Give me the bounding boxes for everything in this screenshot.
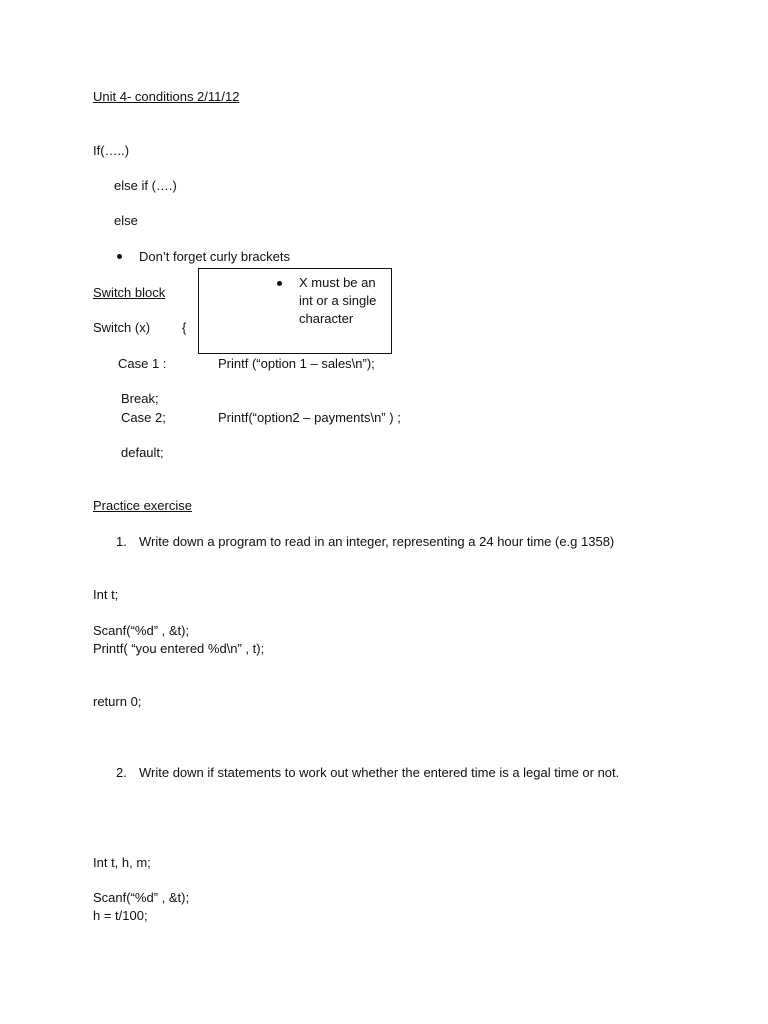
exercise1-number: 1.	[116, 534, 127, 549]
case1-code: Printf (“option 1 – sales\n”);	[218, 356, 375, 371]
exercise2-text: Write down if statements to work out whether the entered time is a legal time or not.	[139, 765, 620, 780]
default-line: default;	[121, 445, 164, 460]
code2-scanf: Scanf(“%d” , &t);	[93, 890, 190, 905]
switch-brace: {	[182, 320, 187, 335]
code1-return: return 0;	[93, 694, 142, 709]
code1-declaration: Int t;	[93, 587, 119, 602]
bullet-dot	[117, 254, 122, 259]
page-heading: Unit 4- conditions 2/11/12	[93, 89, 240, 104]
else-line: else	[114, 213, 138, 228]
if-line: If(…..)	[93, 143, 130, 158]
code1-printf: Printf( “you entered %d\n” , t);	[93, 641, 265, 656]
break-line: Break;	[121, 391, 159, 406]
case1-label: Case 1 :	[118, 356, 167, 371]
switch-heading: Switch block	[93, 285, 166, 300]
note-box	[198, 268, 392, 354]
switch-line: Switch (x)	[93, 320, 151, 335]
bullet-dot	[277, 281, 282, 286]
note-text: X must be an int or a single character	[299, 275, 377, 326]
case2-label: Case 2;	[121, 410, 166, 425]
practice-heading: Practice exercise	[93, 498, 192, 513]
exercise1-text: Write down a program to read in an integer, representing a 24 hour time (e.g 1358)	[139, 534, 615, 549]
else-if-line: else if (….)	[114, 178, 177, 193]
case2-code: Printf(“option2 – payments\n” ) ;	[218, 410, 401, 425]
code2-assign: h = t/100;	[93, 908, 148, 923]
curly-brackets-note: Don’t forget curly brackets	[139, 249, 291, 264]
code2-declaration: Int t, h, m;	[93, 855, 151, 870]
exercise2-number: 2.	[116, 765, 127, 780]
code1-scanf: Scanf(“%d” , &t);	[93, 623, 190, 638]
